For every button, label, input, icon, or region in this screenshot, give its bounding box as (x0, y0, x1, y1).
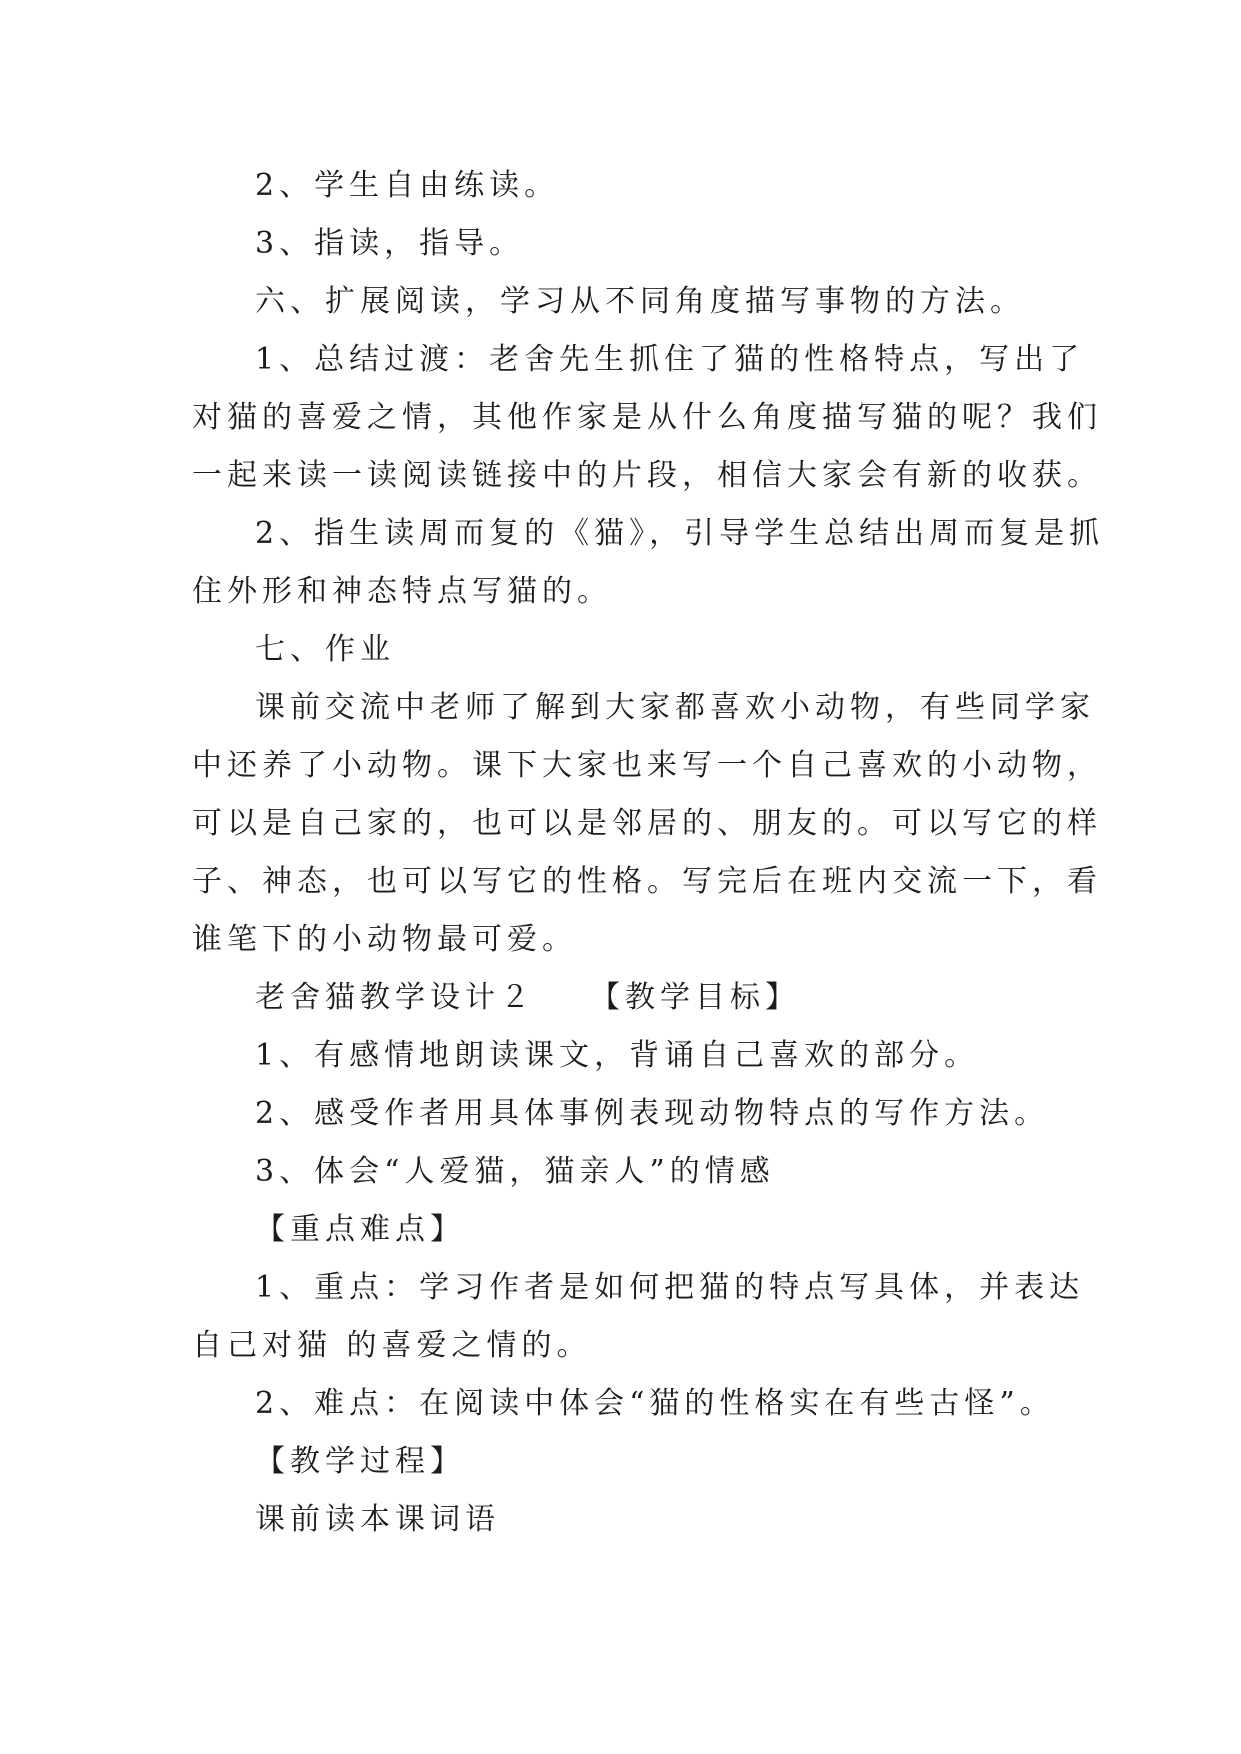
section-heading: 【教学过程】 (255, 1444, 465, 1479)
paragraph-line: 谁笔下的小动物最可爱。 (192, 922, 577, 957)
paragraph-line: 3、体会“人爱猫，猫亲人”的情感 (255, 1154, 775, 1189)
paragraph-line: 2、学生自由练读。 (255, 168, 560, 203)
paragraph-line: 3、指读，指导。 (255, 226, 525, 261)
paragraph-line: 课前读本课词语 (255, 1502, 500, 1537)
paragraph-line: 1、重点：学习作者是如何把猫的特点写具体，并表达 (255, 1270, 1085, 1305)
section-heading: 【重点难点】 (255, 1212, 465, 1247)
paragraph-line: 住外形和神态特点写猫的。 (192, 574, 612, 609)
paragraph-line: 自己对猫 的喜爱之情的。 (192, 1328, 592, 1363)
section-heading: 六、扩展阅读，学习从不同角度描写事物的方法。 (255, 284, 1025, 319)
paragraph-line: 2、指生读周而复的《猫》，引导学生总结出周而复是抓 (255, 516, 1105, 551)
paragraph-line: 2、难点：在阅读中体会“猫的性格实在有些古怪”。 (255, 1386, 1055, 1421)
paragraph-line: 课前交流中老师了解到大家都喜欢小动物，有些同学家 (255, 690, 1095, 725)
paragraph-line: 中还养了小动物。课下大家也来写一个自己喜欢的小动物， (192, 748, 1102, 783)
paragraph-line: 可以是自己家的，也可以是邻居的、朋友的。可以写它的样 (192, 806, 1102, 841)
paragraph-line: 1、总结过渡：老舍先生抓住了猫的性格特点，写出了 (255, 342, 1085, 377)
paragraph-line: 子、神态，也可以写它的性格。写完后在班内交流一下，看 (192, 864, 1102, 899)
paragraph-line: 2、感受作者用具体事例表现动物特点的写作方法。 (255, 1096, 1050, 1131)
section-heading: 老舍猫教学设计２ 【教学目标】 (255, 980, 800, 1015)
paragraph-line: 一起来读一读阅读链接中的片段，相信大家会有新的收获。 (192, 458, 1102, 493)
paragraph-line: 1、有感情地朗读课文，背诵自己喜欢的部分。 (255, 1038, 980, 1073)
paragraph-line: 对猫的喜爱之情，其他作家是从什么角度描写猫的呢？我们 (192, 400, 1102, 435)
section-heading: 七、作业 (255, 632, 395, 667)
